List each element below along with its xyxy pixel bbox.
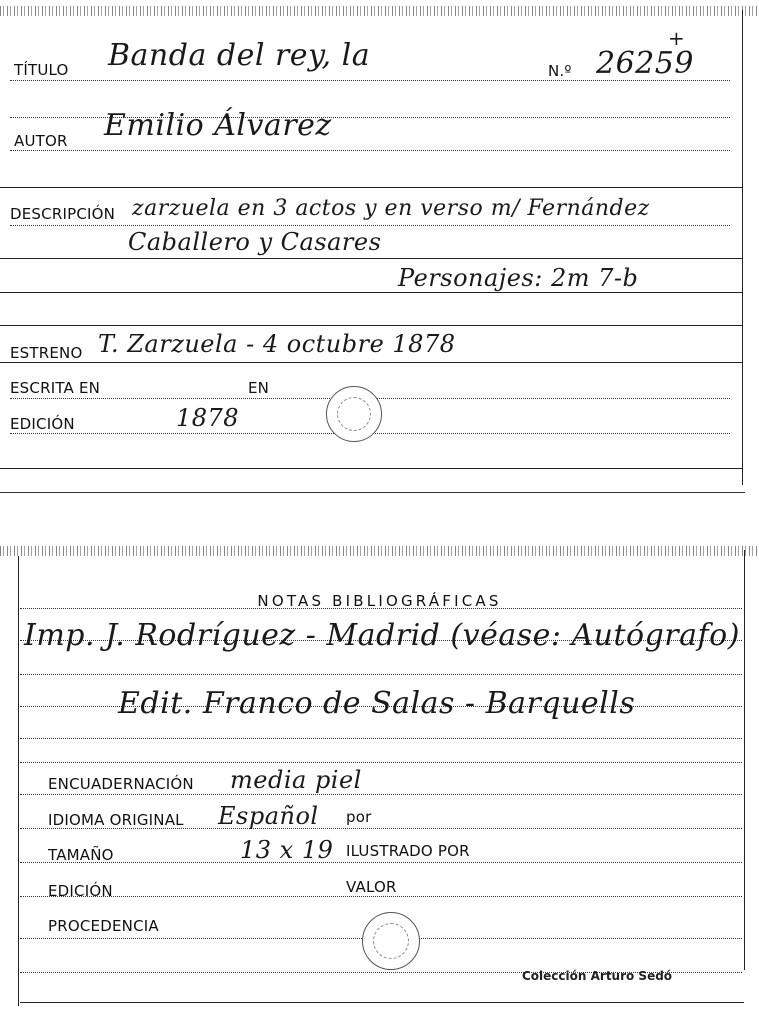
label-idioma: IDIOMA ORIGINAL: [48, 811, 184, 829]
rule-line: [20, 862, 742, 863]
label-ilustrado: ILUSTRADO POR: [346, 842, 470, 860]
rule-line: [20, 738, 742, 739]
label-en: EN: [248, 379, 270, 397]
card-right-edge: [742, 10, 743, 485]
rule-line: [20, 762, 742, 763]
descripcion-line-1: zarzuela en 3 actos y en verso m/ Fernández: [132, 196, 650, 221]
notas-heading: NOTAS BIBLIOGRÁFICAS: [257, 592, 502, 610]
label-procedencia: PROCEDENCIA: [48, 917, 159, 935]
card-right-edge: [744, 550, 745, 970]
card-left-edge: [18, 556, 19, 1006]
label-estreno: ESTRENO: [10, 344, 83, 362]
estreno-value: T. Zarzuela - 4 octubre 1878: [98, 330, 456, 358]
notes-line-2: Edit. Franco de Salas - Barquells: [118, 686, 636, 721]
rule-line: [0, 362, 742, 363]
tamano-value: 13 x 19: [240, 836, 334, 864]
rule-line: [20, 1002, 744, 1003]
rule-line: [20, 794, 742, 795]
label-autor: AUTOR: [14, 132, 68, 150]
rule-line: [0, 292, 742, 293]
label-descripcion: DESCRIPCIÓN: [10, 205, 116, 223]
rule-line: [10, 150, 730, 151]
circular-stamp: [362, 912, 420, 970]
label-edicion: EDICIÓN: [10, 415, 75, 433]
rule-line: [0, 468, 742, 469]
label-encuadernacion: ENCUADERNACIÓN: [48, 775, 194, 793]
collection-footer: Colección Arturo Sedó: [522, 969, 673, 983]
numero-mark: +: [668, 26, 686, 50]
rule-line: [0, 325, 742, 326]
card-top-edge: [0, 546, 759, 556]
card-top-edge: [0, 6, 759, 16]
label-escrita-en: ESCRITA EN: [10, 379, 101, 397]
rule-line: [20, 896, 742, 897]
idioma-value: Español: [218, 802, 319, 830]
card-cut-line: [0, 492, 745, 493]
catalog-card-back: [0, 540, 759, 1028]
descripcion-line-2: Caballero y Casares: [128, 228, 382, 256]
rule-line: [10, 225, 730, 226]
numero-value: 26259: [596, 46, 694, 81]
rule-line: [20, 674, 742, 675]
label-valor: VALOR: [346, 878, 397, 896]
catalog-card-front: [0, 0, 759, 495]
edicion-value: 1878: [176, 404, 240, 432]
label-por: por: [346, 808, 372, 826]
label-edicion: EDICIÓN: [48, 882, 113, 900]
rule-line: [0, 258, 742, 259]
circular-stamp: [326, 386, 382, 442]
label-numero: N.º: [548, 62, 572, 80]
autor-value: Emilio Álvarez: [104, 108, 332, 143]
label-titulo: TÍTULO: [14, 61, 69, 79]
notes-line-1: Imp. J. Rodríguez - Madrid (véase: Autógrafo): [24, 618, 740, 653]
encuadernacion-value: media piel: [230, 766, 362, 794]
personajes-value: Personajes: 2m 7-b: [398, 264, 639, 292]
rule-line: [20, 608, 742, 609]
label-tamano: TAMAÑO: [48, 846, 114, 864]
rule-line: [0, 187, 742, 188]
titulo-value: Banda del rey, la: [108, 38, 371, 73]
